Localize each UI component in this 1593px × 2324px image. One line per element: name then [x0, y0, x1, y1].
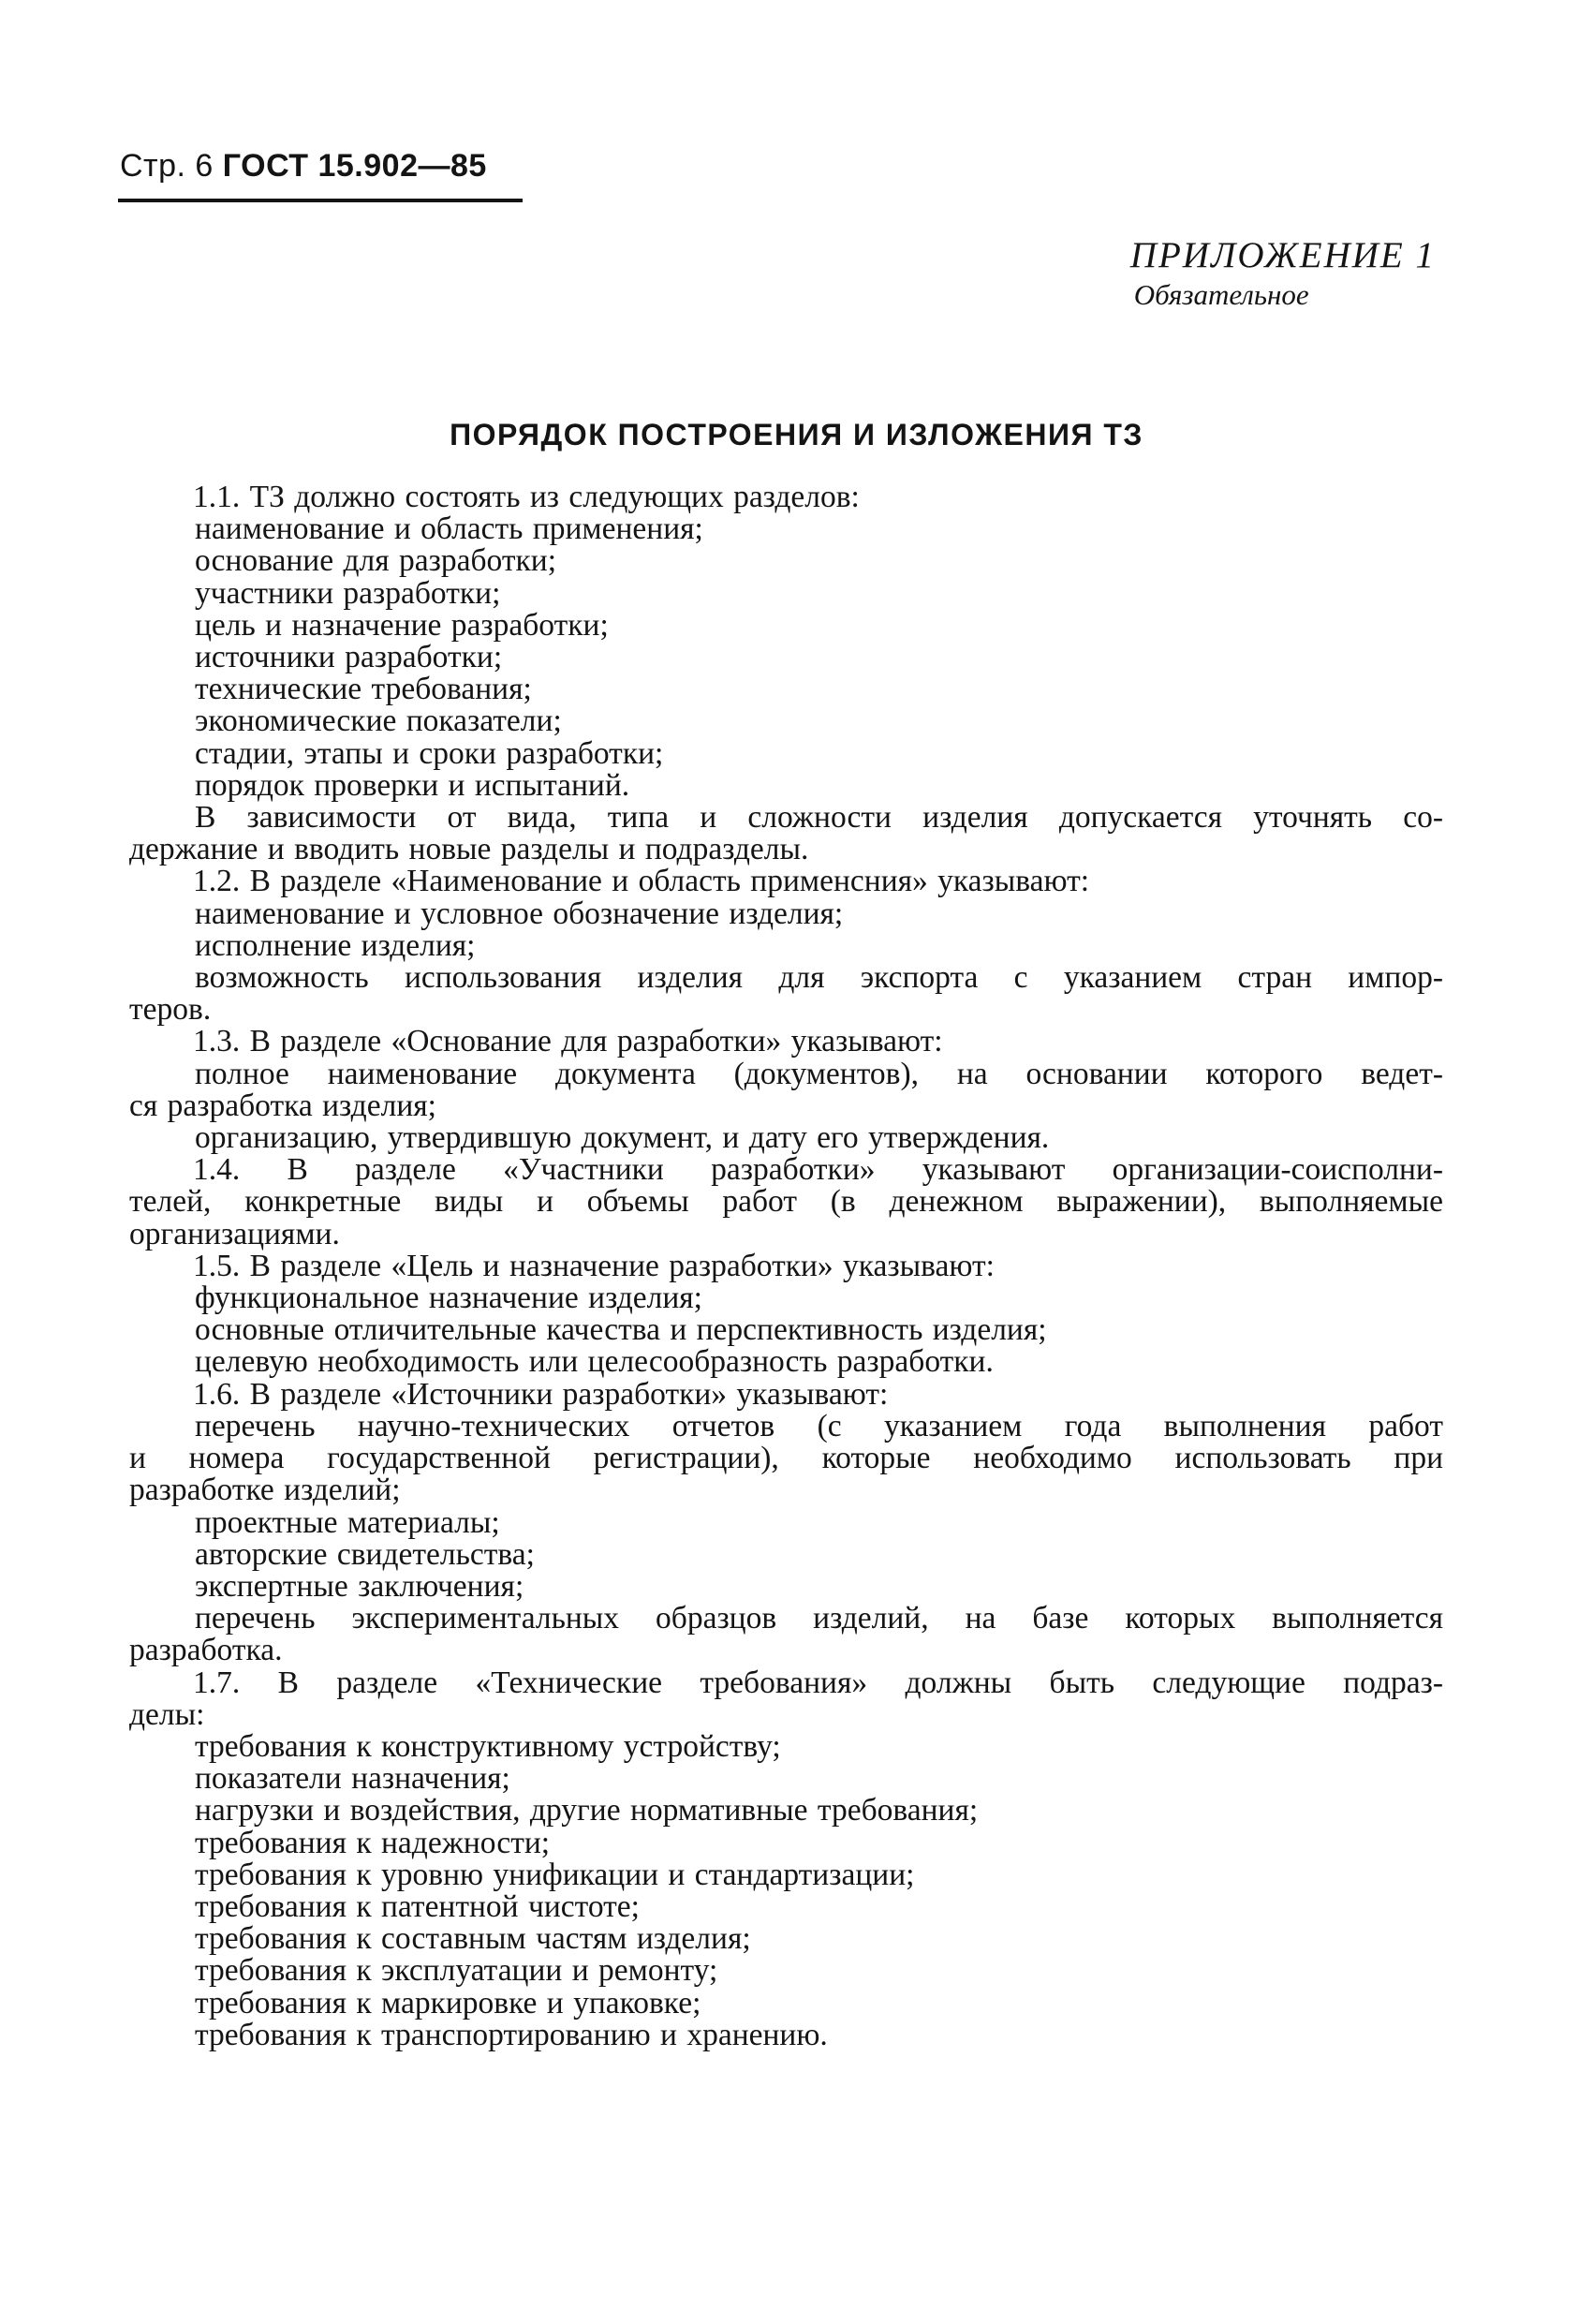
header-rule [118, 199, 523, 202]
text-line: технические требования; [195, 672, 532, 707]
text-line: источники разработки; [195, 640, 503, 675]
text-line: делы: [129, 1696, 205, 1732]
text-line: экономические показатели; [195, 703, 562, 739]
text-line: порядок проверки и испытаний. [195, 767, 630, 803]
text-line: 1.7. В разделе «Технические требования» должны быть следующие подраз- [193, 1665, 1443, 1700]
text-line: требования к транспортированию и хранению. [195, 2017, 828, 2052]
text-line: 1.6. В разделе «Источники разработки» указывают: [193, 1376, 889, 1412]
text-line: 1.3. В разделе «Основание для разработки» указывают: [193, 1024, 943, 1059]
text-line: требования к патентной чистоте; [195, 1888, 640, 1924]
text-line: функциональное назначение изделия; [195, 1280, 702, 1316]
text-line: требования к уровню унификации и стандартизации; [195, 1857, 915, 1892]
text-line: 1.2. В разделе «Наименование и область применсния» указывают: [193, 864, 1090, 899]
text-line: перечень экспериментальных образцов изделий, на базе которых выполняется [195, 1601, 1443, 1636]
text-line: нагрузки и воздействия, другие нормативные требования; [195, 1793, 979, 1828]
page-label: Стр. 6 [120, 148, 214, 184]
text-line: участники разработки; [195, 575, 501, 611]
appendix-status: Обязательное [1133, 278, 1309, 311]
text-line: и номера государственной регистрации), которые необходимо использовать при [129, 1441, 1443, 1476]
text-line: требования к надежности; [195, 1825, 551, 1860]
text-line: требования к составным частям изделия; [195, 1921, 751, 1957]
text-line: В зависимости от вида, типа и сложности изделия допускается уточнять со- [195, 800, 1443, 836]
appendix-block [1130, 234, 1436, 312]
text-line: требования к маркировке и упаковке; [195, 1985, 701, 2021]
text-line: держание и вводить новые разделы и подразделы. [129, 832, 809, 867]
document-body [129, 481, 1443, 2051]
text-line: целевую необходимость или целесообразность разработки. [195, 1344, 994, 1380]
text-line: возможность использования изделия для экспорта с указанием стран импор- [195, 960, 1443, 996]
text-line: требования к конструктивному устройству; [195, 1728, 781, 1764]
text-line: теров. [129, 992, 212, 1028]
text-line: требования к эксплуатации и ремонту; [195, 1953, 718, 1989]
standard-number: ГОСТ 15.902—85 [222, 148, 487, 184]
text-line: телей, конкретные виды и объемы работ (в денежном выражении), выполняемые [129, 1184, 1443, 1220]
text-line: стадии, этапы и сроки разработки; [195, 735, 664, 771]
text-line: 1.1. ТЗ должно состоять из следующих разделов: [193, 480, 860, 514]
text-line: ся разработка изделия; [129, 1088, 436, 1123]
text-line: проектные материалы; [195, 1504, 500, 1540]
text-line: исполнение изделия; [195, 927, 476, 963]
text-line: разработке изделий; [129, 1473, 401, 1508]
text-line: показатели назначения; [195, 1761, 510, 1797]
text-line: 1.5. В разделе «Цель и назначение разработки» указывают: [193, 1248, 995, 1283]
running-header [120, 148, 487, 185]
text-line: основание для разработки; [195, 543, 556, 579]
text-line: организацию, утвердившую документ, и дату его утверждения. [195, 1120, 1050, 1156]
text-line: наименование и условное обозначение изделия; [195, 896, 844, 931]
text-line: 1.4. В разделе «Участники разработки» указывают организации-соисполни- [193, 1152, 1443, 1188]
text-line: цель и назначение разработки; [195, 607, 609, 643]
text-line: экспертные заключения; [195, 1568, 524, 1604]
appendix-title: ПРИЛОЖЕНИЕ 1 [1129, 235, 1436, 275]
text-line: полное наименование документа (документов), на основании которого ведет- [195, 1056, 1443, 1091]
text-line: наименование и область применения; [195, 511, 703, 547]
text-line: перечень научно-технических отчетов (с указанием года выполнения работ [195, 1408, 1443, 1443]
text-line: разработка. [129, 1633, 283, 1668]
document-title: ПОРЯДОК ПОСТРОЕНИЯ И ИЗЛОЖЕНИЯ ТЗ [450, 418, 1143, 451]
text-line: основные отличительные качества и перспективность изделия; [195, 1312, 1047, 1348]
text-line: авторские свидетельства; [195, 1536, 535, 1572]
text-line: организациями. [129, 1216, 340, 1251]
